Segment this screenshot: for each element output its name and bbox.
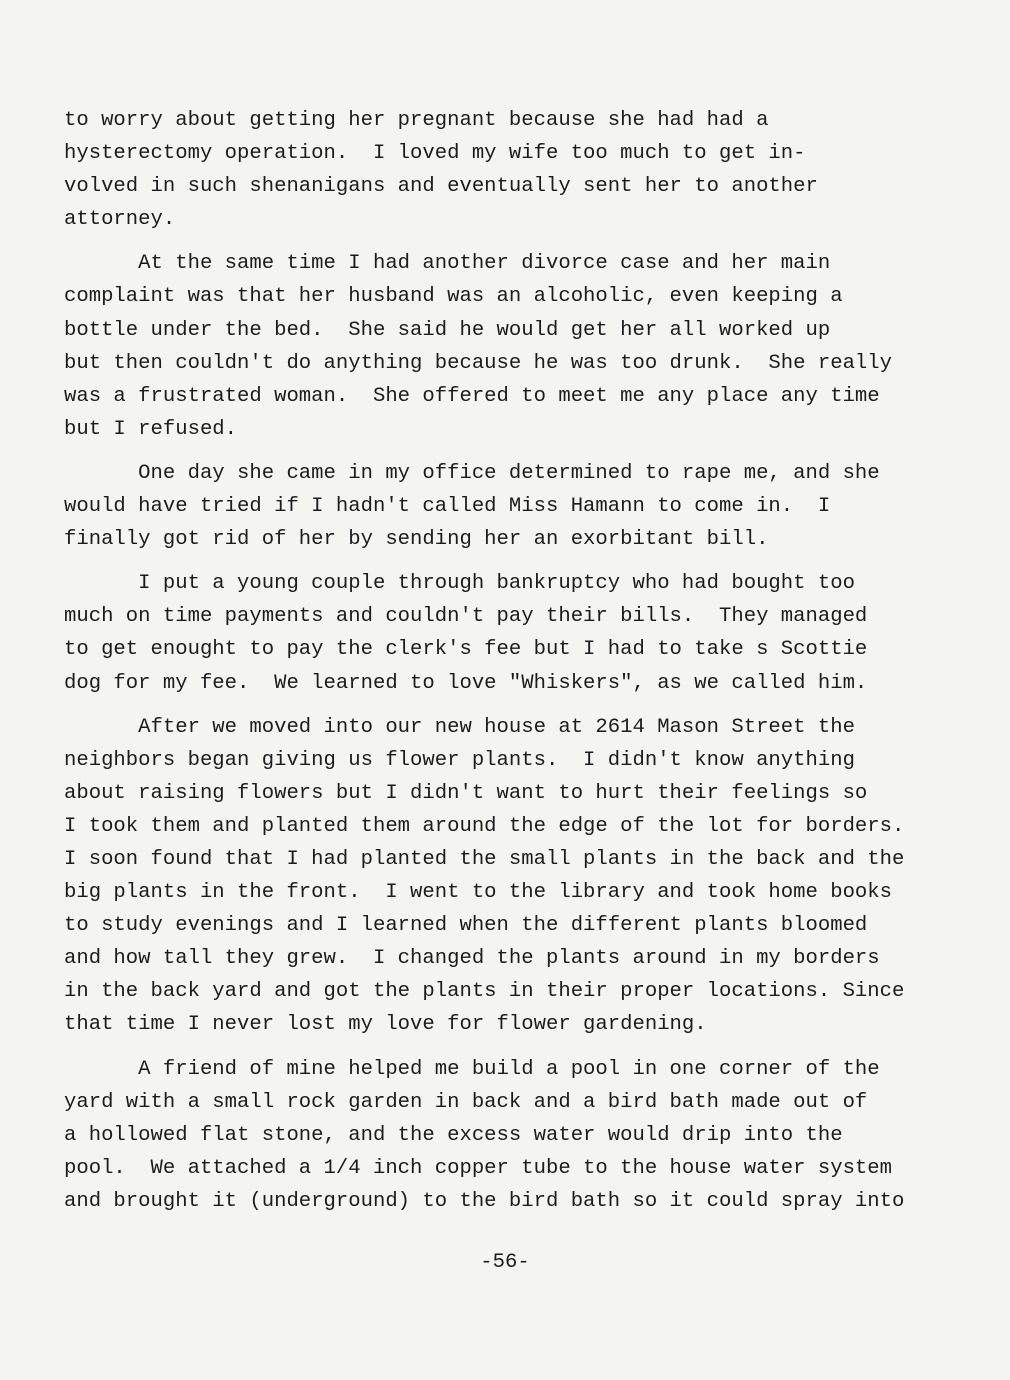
text-line: finally got rid of her by sending her an exorbitant bill. [64,528,769,552]
paragraph [64,104,984,236]
paragraph [64,1053,984,1218]
text-line: volved in such shenanigans and eventually sent her to another [64,175,818,199]
text-line: was a frustrated woman. She offered to meet me any place any time [64,384,880,408]
text-line: big plants in the front. I went to the library and took home books [64,881,893,905]
paragraph [64,711,984,1042]
text-line: bottle under the bed. She said he would get her all worked up [64,318,831,342]
text-line: but I refused. [64,417,238,441]
text-line: neighbors began giving us flower plants. I didn't know anything [64,748,855,772]
paragraph [64,567,984,699]
text-line: to worry about getting her pregnant because she had had a [64,109,769,132]
document-body [64,104,984,1229]
text-line: complaint was that her husband was an alcoholic, even keeping a [64,285,843,309]
text-line: yard with a small rock garden in back and a bird bath made out of [64,1090,868,1114]
text-line: but then couldn't do anything because he was too drunk. She really [64,351,893,375]
text-line: At the same time I had another divorce case and her main [64,252,831,276]
text-line: I put a young couple through bankruptcy who had bought too [64,572,855,596]
text-line: attorney. [64,208,176,232]
page-number: -56- [480,1251,530,1274]
text-line: I took them and planted them around the edge of the lot for borders. [64,814,905,838]
text-line: pool. We attached a 1/4 inch copper tube to the house water system [64,1156,893,1180]
text-line: and brought it (underground) to the bird bath so it could spray into [64,1189,905,1213]
text-line: and how tall they grew. I changed the plants around in my borders [64,947,880,971]
text-line: A friend of mine helped me build a pool in one corner of the [64,1057,880,1081]
text-line: that time I never lost my love for flower gardening. [64,1013,707,1037]
text-line: After we moved into our new house at 2614 Mason Street the [64,715,855,739]
text-line: One day she came in my office determined to rape me, and she [64,461,880,485]
paragraph [64,457,984,556]
text-line: I soon found that I had planted the small plants in the back and the [64,847,905,871]
text-line: about raising flowers but I didn't want to hurt their feelings so [64,781,868,805]
text-line: dog for my fee. We learned to love "Whiskers", as we called him. [64,671,868,695]
text-line: a hollowed flat stone, and the excess water would drip into the [64,1123,843,1147]
text-line: much on time payments and couldn't pay their bills. They managed [64,605,868,629]
text-line: in the back yard and got the plants in their proper locations. Since [64,980,905,1004]
text-line: hysterectomy operation. I loved my wife too much to get in- [64,142,806,166]
text-line: to study evenings and I learned when the different plants bloomed [64,914,868,938]
text-line: would have tried if I hadn't called Miss Hamann to come in. I [64,495,831,519]
paragraph [64,247,984,446]
text-line: to get enought to pay the clerk's fee but I had to take s Scottie [64,638,868,662]
